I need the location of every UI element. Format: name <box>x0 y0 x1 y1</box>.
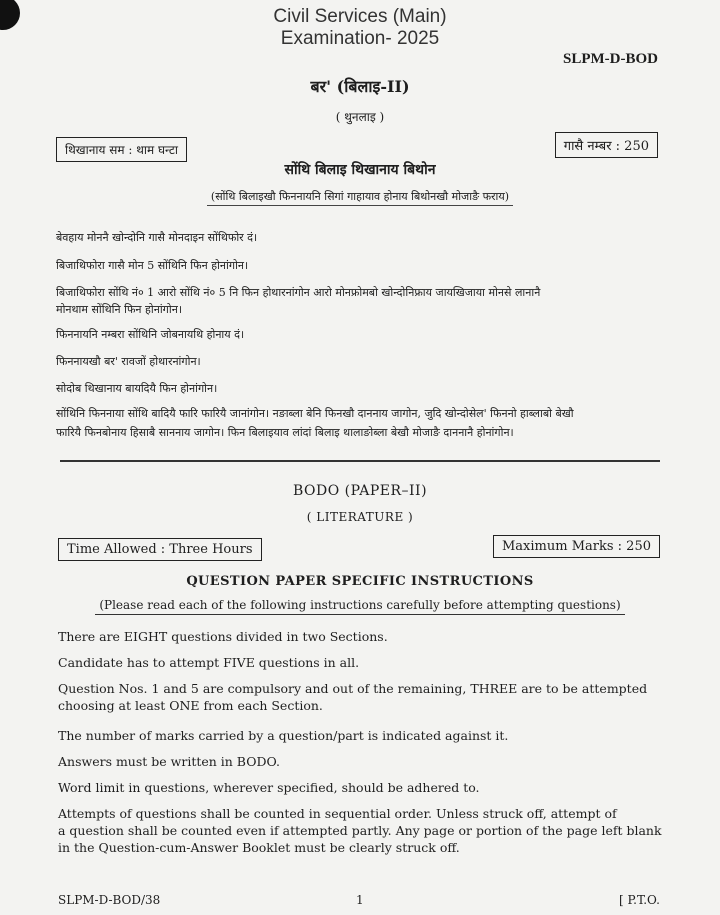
bodo-instructions-heading: सोंथि बिलाइ थिखानाय बिथोन <box>284 162 436 178</box>
exam-line-1: Civil Services (Main) <box>273 6 447 27</box>
footer-paper-code: SLPM-D-BOD/38 <box>58 893 161 907</box>
instructions-note: (Please read each of the following instructions carefully before attempting questions) <box>0 598 720 612</box>
bodo-instruction-line: बेवहाय मोननै खोन्दोनि गासै मोनदाइन सोंथिफोर दं। <box>56 231 258 244</box>
bodo-marks-box: गासै नम्बर : 250 <box>555 132 658 158</box>
bodo-paper-title: बर' (बिलाइ-II) <box>310 77 410 96</box>
bodo-paper-subtitle: ( थुनलाइ ) <box>335 110 385 124</box>
paper-code: SLPM-D-BOD <box>563 51 658 67</box>
instruction-line: in the Question-cum-Answer Booklet must be clearly struck off. <box>58 840 460 855</box>
instructions-heading: QUESTION PAPER SPECIFIC INSTRUCTIONS <box>186 574 534 589</box>
instruction-line: The number of marks carried by a question/part is indicated against it. <box>58 728 509 743</box>
english-paper-title: BODO (PAPER–II) <box>292 483 428 499</box>
instruction-line: a question shall be counted even if attempted partly. Any page or portion of the page left blank <box>58 823 662 838</box>
instruction-line: Word limit in questions, wherever specified, should be adhered to. <box>58 780 480 795</box>
instruction-line: choosing at least ONE from each Section. <box>58 698 323 713</box>
instruction-line: There are EIGHT questions divided in two Sections. <box>58 629 388 644</box>
page-number: 1 <box>356 893 364 907</box>
bodo-instruction-line: सोदोब थिखानाय बायदियै फिन होनांगोन। <box>56 382 218 395</box>
instruction-line: Answers must be written in BODO. <box>58 754 280 769</box>
section-divider <box>60 460 660 462</box>
instruction-line: Candidate has to attempt FIVE questions in all. <box>58 655 360 670</box>
bodo-instruction-line: फिननायनि नम्बरा सोंथिनि जोबनायथि होनाय दं। <box>56 328 245 341</box>
maximum-marks-box: Maximum Marks : 250 <box>493 535 660 558</box>
instruction-line: Question Nos. 1 and 5 are compulsory and out of the remaining, THREE are to be attempted <box>58 681 648 696</box>
exam-title <box>0 6 720 50</box>
bodo-instruction-line: फारियै फिनबोनाय हिसाबै साननाय जागोन। फिन बिलाइयाव लांदां बिलाइ थालाङोब्ला बेखौ मोजाङै दाननानै होनांगोन। <box>56 426 514 439</box>
bodo-instruction-line: सोंथिनि फिननाया सोंथि बादियै फारि फारियै जानांगोन। नङाब्ला बेनि फिनखौ दाननाय जागोन, जुदि खोन्दोसेल' फिननो हाब्लाबो बेखौ <box>56 407 574 420</box>
bodo-instruction-line: मोनथाम सोंथिनि फिन होनांगोन। <box>56 303 182 316</box>
exam-line-2: Examination- 2025 <box>280 28 440 49</box>
bodo-instructions-note: (सोंथि बिलाइखौ फिननायनि सिगां गाहायाव होनाय बिथोनखौ मोजाङै फराय) <box>0 189 720 204</box>
bodo-instruction-line: बिजाथिफोरा गासै मोन 5 सोंथिनि फिन होनांगोन। <box>56 259 249 272</box>
bodo-instruction-line: बिजाथिफोरा सोंथि नं० 1 आरो सोंथि नं० 5 नि फिन होथारनांगोन आरो मोनफ्रोमबो खोन्दोनिफ्राय जायखिजाया मोनसे लानानै <box>56 286 541 299</box>
bodo-time-box: थिखानाय सम : थाम घन्टा <box>56 137 187 162</box>
bodo-instruction-line: फिननायखौ बर' रावजों होथारनांगोन। <box>56 355 201 368</box>
time-allowed-box: Time Allowed : Three Hours <box>58 538 262 561</box>
please-turn-over: [ P.T.O. <box>619 893 660 907</box>
instruction-line: Attempts of questions shall be counted in sequential order. Unless struck off, attempt of <box>58 806 617 821</box>
english-paper-subtitle: ( LITERATURE ) <box>306 510 414 524</box>
